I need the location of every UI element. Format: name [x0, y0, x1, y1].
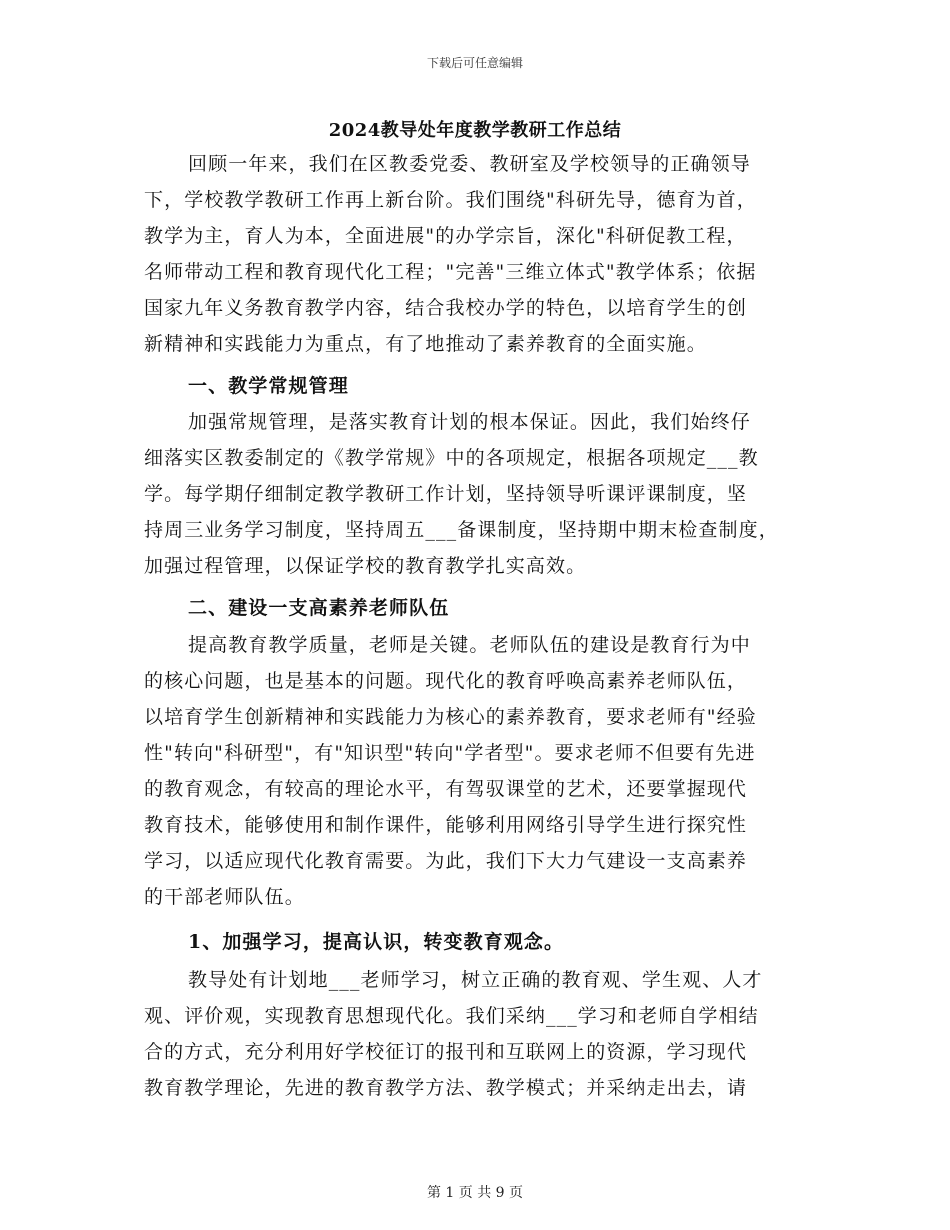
text-line: 持周三业务学习制度，坚持周五___备课制度，坚持期中期末检查制度， [144, 519, 779, 541]
text-line: 教育教学理论，先进的教育教学方法、教学模式；并采纳走出去，请 [144, 1077, 748, 1099]
text-line: 加强常规管理，是落实教育计划的根本保证。因此，我们始终仔 [188, 411, 751, 433]
text-line: 的核心问题，也是基本的问题。现代化的教育呼唤高素养老师队伍， [144, 670, 748, 692]
page-number-footer: 第 1 页 共 9 页 [426, 1185, 524, 1201]
text-line: 教导处有计划地___老师学习，树立正确的教育观、学生观、人才 [188, 969, 763, 991]
subsection1-paragraph [144, 962, 824, 1106]
section-heading-1: 一、教学常规管理 [188, 375, 349, 397]
document-title: 2024教导处年度教学教研工作总结 [328, 120, 622, 141]
text-line: 新精神和实践能力为重点，有了地推动了素养教育的全面实施。 [144, 333, 707, 355]
text-line: 的干部老师队伍。 [144, 886, 305, 908]
text-line: 学习，以适应现代化教育需要。为此，我们下大力气建设一支高素养 [144, 850, 748, 872]
section2-paragraph [144, 627, 824, 915]
text-line: 国家九年义务教育教学内容，结合我校办学的特色，以培育学生的创 [144, 297, 748, 319]
page-header-note: 下载后可任意编辑 [426, 56, 523, 70]
text-line: 回顾一年来，我们在区教委党委、教研室及学校领导的正确领导 [188, 153, 751, 175]
text-line: 性"转向"科研型"，有"知识型"转向"学者型"。要求老师不但要有先进 [144, 742, 756, 764]
text-line: 教学为主，育人为本，全面进展"的办学宗旨，深化"科研促教工程， [144, 225, 747, 247]
text-line: 合的方式，充分利用好学校征订的报刊和互联网上的资源，学习现代 [144, 1041, 748, 1063]
section-heading-2: 二、建设一支高素养老师队伍 [188, 597, 450, 619]
section1-paragraph [144, 404, 824, 584]
text-line: 教育技术，能够使用和制作课件，能够利用网络引导学生进行探究性 [144, 814, 748, 836]
text-line: 学。每学期仔细制定教学教研工作计划，坚持领导听课评课制度，坚 [144, 483, 748, 505]
text-line: 观、评价观，实现教育思想现代化。我们采纳___学习和老师自学相结 [144, 1005, 759, 1027]
text-line: 名师带动工程和教育现代化工程；"完善"三维立体式"教学体系；依据 [144, 261, 757, 283]
text-line: 下，学校教学教研工作再上新台阶。我们围绕"科研先导，德育为首， [144, 189, 757, 211]
text-line: 的教育观念，有较高的理论水平，有驾驭课堂的艺术，还要掌握现代 [144, 778, 748, 800]
text-line: 提高教育教学质量，老师是关键。老师队伍的建设是教育行为中 [188, 634, 751, 656]
intro-paragraph [144, 146, 824, 362]
text-line: 细落实区教委制定的《教学常规》中的各项规定，根据各项规定___教 [144, 447, 759, 469]
text-line: 加强过程管理，以保证学校的教育教学扎实高效。 [144, 555, 587, 577]
text-line: 以培育学生创新精神和实践能力为核心的素养教育，要求老师有"经验 [144, 706, 757, 728]
subsection-heading-1: 1、加强学习，提高认识，转变教育观念。 [188, 931, 565, 953]
